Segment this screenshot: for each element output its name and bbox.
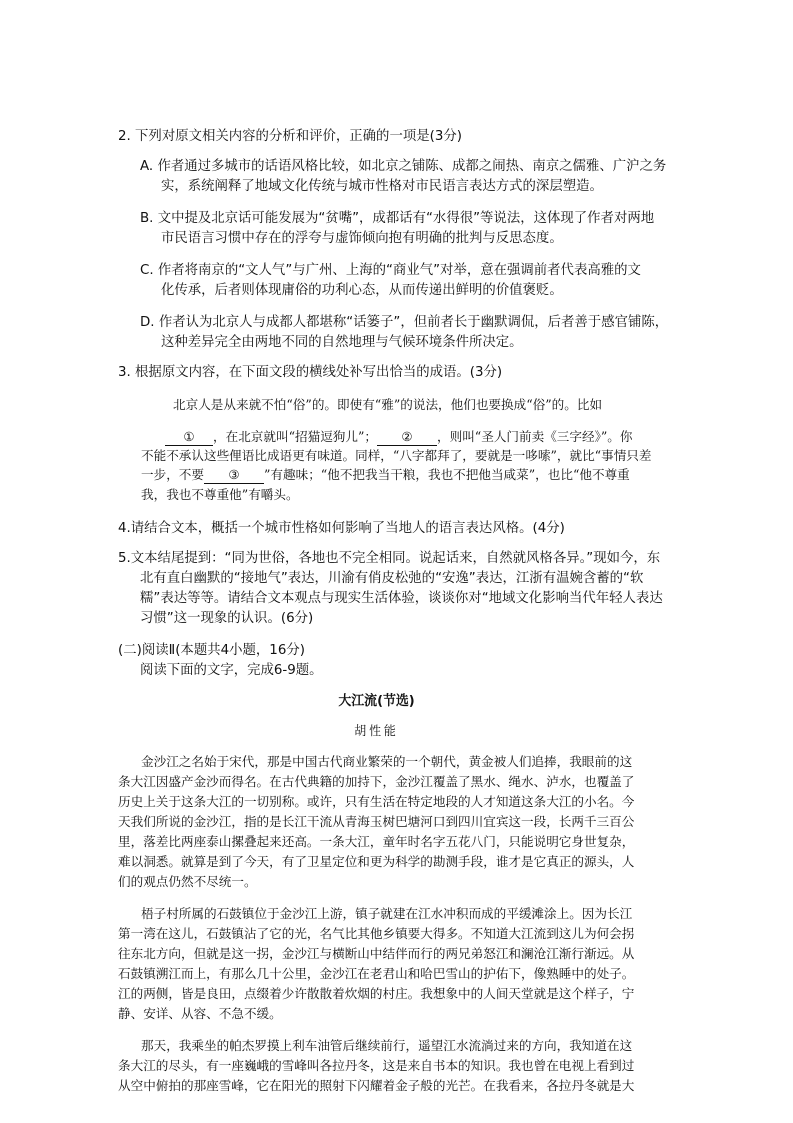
q2-option-b-line1: B. 文中提及北京话可能发展为“贫嘴”，成都话有“水得很”等说法，这体现了作者对两地 [140,211,655,226]
article-p1-line2: 条大江因盛产金沙而得名。在古代典籍的加持下，金沙江覆盖了黑水、绳水、泸水，也覆盖了 [118,774,635,789]
q5-line4: 习惯”这一现象的认识。(6分) [140,611,314,626]
article-title: 大江流(节选) [338,693,415,709]
q5-line1: 5.文本结尾提到：“同为世俗，各地也不完全相同。说起话来，自然就风格各异。”现如今，东 [118,551,661,566]
q2-option-c-line2: 化传承，后者则体现庸俗的功利心态，从而传递出鲜明的价值褒贬。 [161,283,563,298]
article-p1-line1: 金沙江之名始于宋代，那是中国古代商业繁荣的一个朝代，黄金被人们追捧，我眼前的这 [141,754,633,769]
q4-stem: 4.请结合文本，概括一个城市性格如何影响了当地人的语言表达风格。(4分) [118,521,565,536]
q5-line2: 北有直白幽默的“接地气”表达，川渝有俏皮松弛的“安逸”表达，江浙有温婉含蓄的“软 [140,571,644,586]
blank-2[interactable]: ② [377,429,437,446]
article-author: 胡性能 [354,723,399,738]
article-p1-line6: 难以洞悉。就算是到了今天，有了卫星定位和更为科学的勘测手段，谁才是它真正的源头，人 [118,854,635,869]
q2-option-c-line1: C. 作者将南京的“文人气”与广州、上海的“商业气”对举，意在强调前者代表高雅的文 [140,263,641,278]
q2-option-b-line2: 市民语言习惯中存在的浮夸与虚饰倾向抱有明确的批判与反思态度。 [161,231,563,246]
q2-option-d-line1: D. 作者认为北京人与成都人都堪称“话篓子”，但前者长于幽默调侃，后者善于感官铺陈， [140,315,669,330]
article-p1-line5: 里，落差比两座泰山摞叠起来还高。一条大江，童年时名字五花八门，只能说明它身世复杂， [118,834,635,849]
article-p2-line1: 梧子村所属的石鼓镇位于金沙江上游，镇子就建在江水冲积而成的平缓滩涂上。因为长江 [141,906,633,921]
q3-passage-line4: 一步，不要 ③ ”有趣味；“他不把我当干粮，我也不把他当咸菜”，也比“他不尊重 [141,467,630,482]
section-heading: (二)阅读Ⅱ(本题共4小题，16分) [118,643,305,658]
article-p2-line6: 静、安详、从容、不急不缓。 [118,1006,282,1021]
q3-passage-line1: 北京人是从来就不怕“俗”的。即使有“雅”的说法，他们也要换成“俗”的。比如 [173,397,603,412]
q3-stem: 3. 根据原文内容，在下面文段的横线处补写出恰当的成语。(3分) [118,365,503,380]
q5-line3: 糯”表达等等。请结合文本观点与现实生活体验，谈谈你对“地域文化影响当代年轻人表达 [140,591,663,606]
article-p3-line3: 从空中俯拍的那座雪峰，它在阳光的照射下闪耀着金子般的光芒。在我看来，各拉丹冬就是大 [118,1078,635,1093]
article-p3-line2: 条大江的尽头，有一座巍峨的雪峰叫各拉丹冬，这是来自书本的知识。我也曾在电视上看到过 [118,1058,635,1073]
article-p1-line3: 历史上关于这条大江的一切别称。或许，只有生活在特定地段的人才知道这条大江的小名。今 [118,794,635,809]
q3-passage-line2: ① ，在北京就叫“招猫逗狗儿”； ② ，则叫“圣人门前卖《三字经》”。你 [165,428,633,446]
q3-passage-line5: 我，我也不尊重他”有嚼头。 [141,487,299,502]
article-p3-line1: 那天，我乘坐的帕杰罗摸上利车油管后继续前行，遥望江水流淌过来的方向，我知道在这 [141,1038,633,1053]
article-p1-line7: 们的观点仍然不尽统一。 [118,874,257,889]
q2-stem: 2. 下列对原文相关内容的分析和评价，正确的一项是(3分) [118,129,462,144]
blank-3[interactable]: ③ [204,467,264,484]
q3-passage-line3: 不能不承认这些俚语比成语更有味道。同样，“八字都拜了，要就是一哆嗦”，就比“事情只差 [141,448,652,463]
q2-option-a-line1: A. 作者通过多城市的话语风格比较，如北京之铺陈、成都之闹热、南京之儒雅、广沪之务 [140,159,667,174]
q2-option-a-line2: 实，系统阐释了地域文化传统与城市性格对市民语言表达方式的深层塑造。 [161,179,603,194]
article-p2-line2: 第一湾在这儿，石鼓镇沾了它的光，名气比其他乡镇要大得多。不知道大江流到这儿为何会拐 [118,926,635,941]
article-p2-line5: 江的两侧，皆是良田，点缀着少许散散着炊烟的村庄。我想象中的人间天堂就是这个样子，宁 [118,986,635,1001]
section-instruction: 阅读下面的文字，完成6-9题。 [140,663,323,678]
article-p2-line4: 石鼓镇溯江而上，有那么几十公里，金沙江在老君山和哈巴雪山的护佑下，像熟睡中的处子。 [118,966,635,981]
article-p1-line4: 天我们所说的金沙江，指的是长江干流从青海玉树巴塘河口到四川宜宾这一段，长两千三百公 [118,814,635,829]
blank-1[interactable]: ① [165,429,213,446]
q2-option-d-line2: 这种差异完全由两地不同的自然地理与气候环境条件所决定。 [161,335,523,350]
article-p2-line3: 往东北方向，但就是这一拐，金沙江与横断山中结伴而行的两兄弟怒江和澜沧江渐行渐远。从 [118,946,635,961]
